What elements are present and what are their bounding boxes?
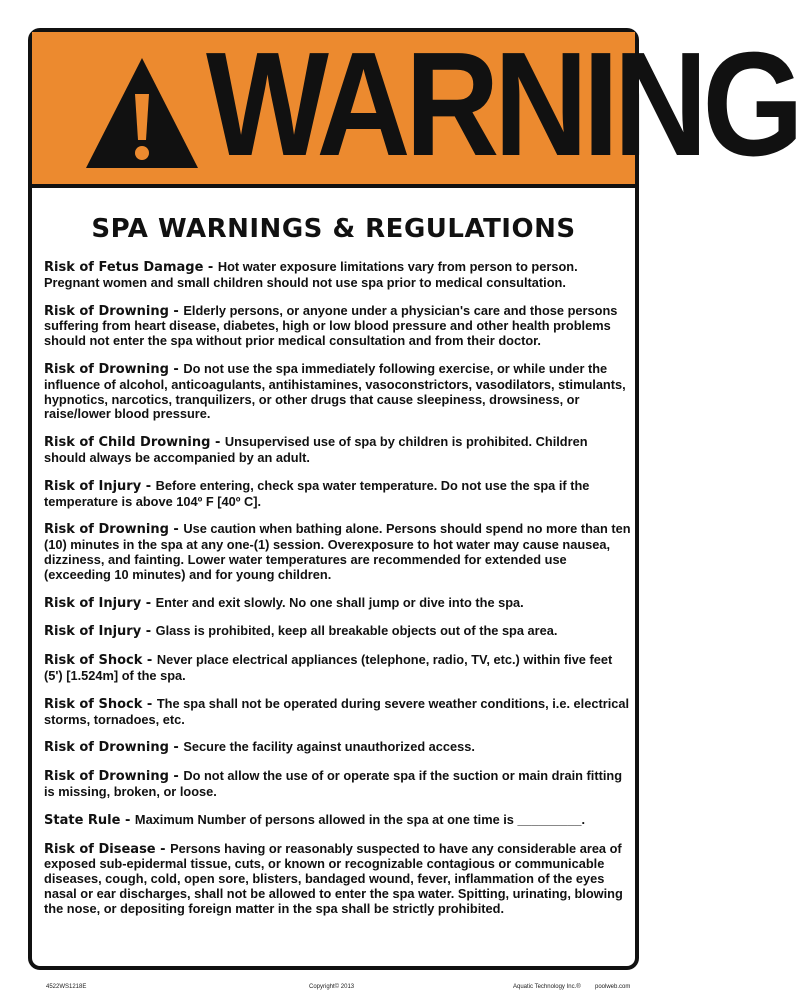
rule-title: Risk of Drowning - bbox=[44, 740, 184, 756]
rule-title: Risk of Disease - bbox=[44, 841, 171, 857]
rules-list bbox=[44, 260, 632, 930]
rule-title: Risk of Shock - bbox=[44, 653, 157, 669]
rule-item bbox=[44, 740, 632, 756]
rule-text: Do not use the spa immediately following exercise, or while under the influence of alcohol, anticoagulants, antihistamines, vasoconstrictors, vasodilators, stimulants, hypnotics, narcotics, tranquilizers, or other drugs that cause sleepiness, drowsiness, or raise/lower blood pressure. bbox=[44, 360, 626, 422]
banner-title: WARNING bbox=[206, 22, 799, 187]
rule-text: Hot water exposure limitations vary from person to person. Pregnant women and small children should not use spa prior to medical consultation. bbox=[44, 259, 578, 290]
rule-title: Risk of Drowning - bbox=[44, 769, 184, 785]
brand-name: Aquatic Technology Inc.® bbox=[513, 984, 581, 990]
rule-text: Before entering, check spa water temperature. Do not use the spa if the temperature is above 104º F [40º C]. bbox=[44, 477, 590, 509]
rule-title: Risk of Drowning - bbox=[44, 522, 184, 538]
rule-title: Risk of Shock - bbox=[44, 696, 157, 712]
rule-item bbox=[44, 769, 632, 800]
rule-text: The spa shall not be operated during severe weather conditions, i.e. electrical storms, tornadoes, etc. bbox=[44, 695, 630, 727]
rule-text: Never place electrical appliances (telephone, radio, TV, etc.) within five feet (5') [1.524m] of the spa. bbox=[44, 652, 613, 683]
rule-title: Risk of Fetus Damage - bbox=[44, 260, 218, 275]
warning-banner bbox=[32, 22, 799, 188]
rule-item bbox=[44, 260, 632, 291]
product-code: 4522WS1218E bbox=[46, 984, 87, 990]
rule-title: Risk of Injury - bbox=[44, 595, 156, 611]
rule-text: Persons having or reasonably suspected to have any considerable area of exposed sub-epidermal tissue, cuts, or known or recognizable contagious or communicable diseases, cough, cold, open sore, blisters, bandaged wound, fever, inflammation of the eyes nasal or ear discharges, shall not be allowed to enter the spa water. Spitting, urinating, blowing the nose, or depositing foreign matter in the spa shall be strictly prohibited. bbox=[44, 840, 623, 916]
rule-text: Unsupervised use of spa by children is prohibited. Children should always be accompanied by an adult. bbox=[44, 434, 588, 465]
rule-title: State Rule - bbox=[44, 812, 135, 828]
rule-text: Glass is prohibited, keep all breakable objects out of the spa area. bbox=[155, 623, 558, 639]
rule-item bbox=[44, 435, 632, 466]
rule-item bbox=[44, 624, 632, 640]
rule-item bbox=[44, 304, 632, 349]
rule-item bbox=[44, 697, 632, 728]
rule-item bbox=[44, 522, 632, 582]
exclamation-triangle-icon bbox=[82, 54, 202, 172]
copyright-text: Copyright© 2013 bbox=[309, 984, 355, 990]
rule-item bbox=[44, 653, 632, 684]
website-text: poolweb.com bbox=[595, 984, 631, 990]
page-title: SPA WARNINGS & REGULATIONS bbox=[91, 214, 576, 244]
rule-item bbox=[44, 813, 632, 829]
rule-text: Maximum Number of persons allowed in the spa at one time is _________. bbox=[134, 811, 586, 827]
warning-sign bbox=[28, 22, 799, 970]
rule-title: Risk of Injury - bbox=[44, 624, 156, 640]
rule-title: Risk of Drowning - bbox=[44, 361, 184, 377]
rule-title: Risk of Child Drowning - bbox=[44, 435, 225, 451]
rule-text: Elderly persons, or anyone under a physician's care and those persons suffering from heart disease, diabetes, high or low blood pressure and other health problems should not enter the spa without prior medical consultation and from their doctor. bbox=[44, 302, 618, 349]
rule-text: Enter and exit slowly. No one shall jump or dive into the spa. bbox=[155, 594, 524, 610]
rule-title: Risk of Drowning - bbox=[44, 303, 184, 319]
rule-item bbox=[44, 479, 632, 510]
rule-item bbox=[44, 362, 632, 422]
rule-text: Secure the facility against unauthorized access. bbox=[183, 739, 475, 755]
rule-text: Do not allow the use of or operate spa if the suction or main drain fitting is missing, broken, or loose. bbox=[44, 768, 623, 799]
rule-title: Risk of Injury - bbox=[44, 478, 156, 494]
rule-item bbox=[44, 842, 632, 917]
rule-item bbox=[44, 596, 632, 612]
rule-text: Use caution when bathing alone. Persons should spend no more than ten (10) minutes in the spa at any one-(1) session. Overexposure to hot water may cause nausea, dizziness, and fainting. Lower water temperatures are recommended for extended use (exceeding 10 minutes) and for young children. bbox=[44, 521, 631, 582]
